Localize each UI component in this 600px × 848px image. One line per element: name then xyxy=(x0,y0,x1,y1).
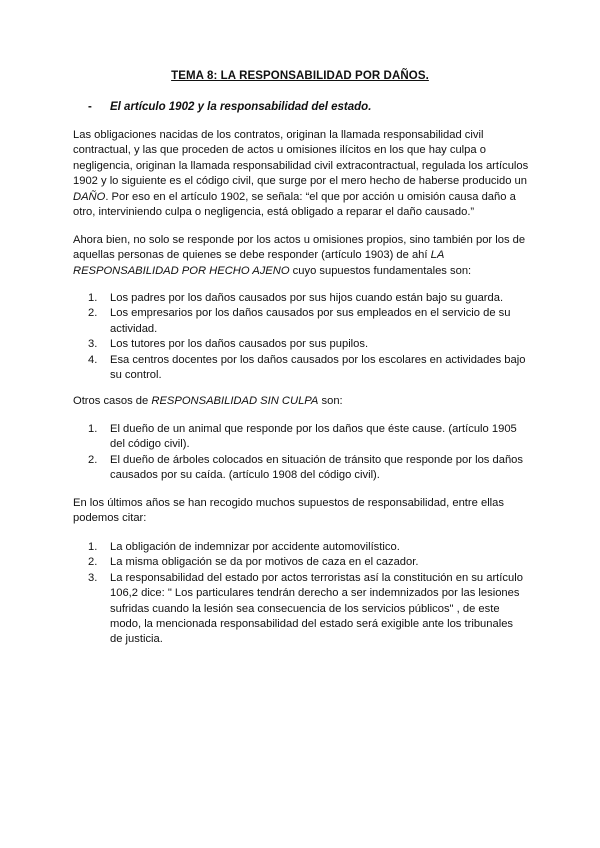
list-item: 2. Los empresarios por los daños causados por sus empleados en el servicio de su actividad. xyxy=(88,307,511,335)
list-item: 1. La obligación de indemnizar por accidente automovilístico. xyxy=(88,541,400,553)
list-item: 1. El dueño de un animal que responde por los daños que éste cause. (artículo 1905 del código civil). xyxy=(88,423,517,451)
emphasis-sin-culpa: RESPONSABILIDAD SIN CULPA xyxy=(151,395,319,407)
list-item: 3. Los tutores por los daños causados por sus pupilos. xyxy=(88,338,369,351)
paragraph-hecho-ajeno: Ahora bien, no solo se responde por los actos u omisiones propios, sino también por los de aquellas personas de quienes se debe responder (artículo 1903) de ahí LA RESPONSABILIDAD POR HECHO AJENO cuyo supuestos fundamentales son: xyxy=(73,234,526,277)
document-title: TEMA 8: LA RESPONSABILIDAD POR DAÑOS. xyxy=(171,70,429,82)
paragraph-sin-culpa: Otros casos de RESPONSABILIDAD SIN CULPA son: xyxy=(73,395,343,407)
list-supuestos xyxy=(88,540,528,648)
list-hecho-ajeno xyxy=(88,291,528,383)
paragraph-ultimos-anos: En los últimos años se han recogido muchos supuestos de responsabilidad, entre ellas podemos citar: xyxy=(73,497,504,525)
subheading-text: El artículo 1902 y la responsabilidad del estado. xyxy=(110,101,372,113)
emphasis-hecho-ajeno: LA RESPONSABILIDAD POR HECHO AJENO xyxy=(73,249,444,277)
list-item: 4. Esa centros docentes por los daños causados por los escolares en actividades bajo su control. xyxy=(88,353,526,382)
paragraph-obligaciones: Las obligaciones nacidas de los contratos, originan la llamada responsabilidad civil contractual, y las que proceden de actos u omisiones ilícitos en los que hay culpa o negligencia, originan la llamada responsabilidad civil extracontractual, regulada los artículos 1902 y lo siguiente es el código civil, que surge por el mero hecho de haberse producido un DAÑO. Por eso en el artículo 1902, se señala: “el que por acción u omisión causa daño a otro, interviniendo culpa o negligencia, está obligado a reparar el daño causado.” xyxy=(73,129,529,219)
bullet-dash: - xyxy=(88,101,92,113)
list-item: 2. La misma obligación se da por motivos de caza en el cazador. xyxy=(88,556,419,569)
section-subheading xyxy=(88,101,371,113)
emphasis-dano: DAÑO xyxy=(73,190,106,203)
list-item: 3. La responsabilidad del estado por actos terroristas así la constitución en su artículo 106,2 dice: " Los particulares tendrán derecho a ser indemnizados por las lesiones sufridas cuando la lesión sea consecuencia de los servicios públicos" , de este modo, la mencionada responsabilidad del estado será exigible ante los tribunales de justicia. xyxy=(88,571,523,646)
list-item: 1. Los padres por los daños causados por sus hijos cuando están bajo su guarda. xyxy=(88,292,504,304)
list-item: 2. El dueño de árboles colocados en situación de tránsito que responde por los daños causados por su caída. (artículo 1908 del código civil). xyxy=(88,453,523,482)
list-sin-culpa xyxy=(88,422,528,484)
